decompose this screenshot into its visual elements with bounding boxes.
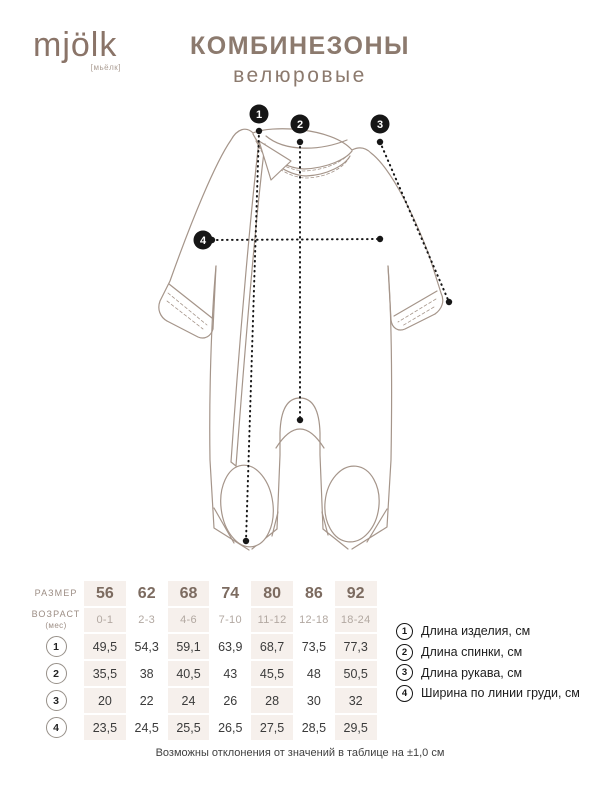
table-cell: 30: [293, 688, 335, 715]
marker-1-label: 1: [255, 109, 263, 121]
measurement-legend: [396, 621, 580, 704]
table-cell: 35,5: [84, 661, 126, 688]
table-cell: 24: [168, 688, 210, 715]
table-cell: 28: [251, 688, 293, 715]
table-cell: 63,9: [209, 634, 251, 661]
legend-circled-number: 2: [396, 644, 413, 661]
table-cell: 48: [293, 661, 335, 688]
page-title: КОМБИНЕЗОНЫ: [189, 32, 410, 60]
size-cell: 68: [168, 581, 210, 608]
legend-label: Длина спинки, см: [421, 645, 523, 660]
legend-item: [396, 683, 580, 704]
page-subtitle: велюровые: [233, 64, 367, 87]
age-cell: 0-1: [84, 608, 126, 634]
table-cell: 59,1: [168, 634, 210, 661]
table-cell: 49,5: [84, 634, 126, 661]
legend-circled-number: 1: [396, 623, 413, 640]
table-cell: 38: [126, 661, 168, 688]
table-cell: 45,5: [251, 661, 293, 688]
circled-number: 2: [46, 663, 67, 684]
age-cell: 2-3: [126, 608, 168, 634]
table-cell: 43: [209, 661, 251, 688]
brand-logo-text: mjölk: [33, 26, 118, 64]
table-cell: 24,5: [126, 715, 168, 742]
measurement-markers: [194, 105, 390, 250]
table-cell: 27,5: [251, 715, 293, 742]
table-cell: 28,5: [293, 715, 335, 742]
table-cell: 32: [335, 688, 377, 715]
age-cell: 12-18: [293, 608, 335, 634]
table-cell: 26: [209, 688, 251, 715]
marker-2-label: 2: [296, 119, 304, 131]
table-cell: 77,3: [335, 634, 377, 661]
table-cell: 23,5: [84, 715, 126, 742]
size-cell: 80: [251, 581, 293, 608]
legend-circled-number: 4: [396, 685, 413, 702]
size-cell: 56: [84, 581, 126, 608]
marker-4-label: 4: [199, 235, 207, 247]
age-cell: 18-24: [335, 608, 377, 634]
table-cell: 29,5: [335, 715, 377, 742]
size-cell: 92: [335, 581, 377, 608]
size-row-label: РАЗМЕР: [28, 581, 84, 608]
legend-item: [396, 621, 580, 642]
table-cell: 26,5: [209, 715, 251, 742]
table-cell: 73,5: [293, 634, 335, 661]
table-cell: 68,7: [251, 634, 293, 661]
measure-row-marker: [28, 661, 84, 688]
legend-label: Длина изделия, см: [421, 624, 531, 639]
age-row-label: [28, 608, 84, 634]
age-cell: 7-10: [209, 608, 251, 634]
circled-number: 4: [46, 717, 67, 738]
legend-label: Длина рукава, см: [421, 665, 523, 680]
legend-circled-number: 3: [396, 664, 413, 681]
legend-item: [396, 662, 580, 683]
age-cell: 11-12: [251, 608, 293, 634]
table-cell: 54,3: [126, 634, 168, 661]
circled-number: 3: [46, 690, 67, 711]
measure-row-marker: [28, 634, 84, 661]
legend-label: Ширина по линии груди, см: [421, 686, 580, 701]
age-label-text: ВОЗРАСТ: [31, 609, 81, 620]
age-cell: 4-6: [168, 608, 210, 634]
marker-3-label: 3: [376, 119, 384, 131]
size-cell: 86: [293, 581, 335, 608]
measure-row-marker: [28, 688, 84, 715]
brand-transcription: [мьёлк]: [90, 63, 121, 72]
age-unit-text: (мес): [45, 620, 67, 630]
tolerance-note: Возможны отклонения от значений в таблице на ±1,0 см: [155, 747, 445, 759]
measure-row-marker: [28, 715, 84, 742]
size-cell: 74: [209, 581, 251, 608]
table-cell: 20: [84, 688, 126, 715]
size-cell: 62: [126, 581, 168, 608]
table-cell: 25,5: [168, 715, 210, 742]
table-cell: 50,5: [335, 661, 377, 688]
legend-item: [396, 642, 580, 663]
size-table: [28, 581, 377, 742]
circled-number: 1: [46, 636, 67, 657]
table-cell: 40,5: [168, 661, 210, 688]
table-cell: 22: [126, 688, 168, 715]
